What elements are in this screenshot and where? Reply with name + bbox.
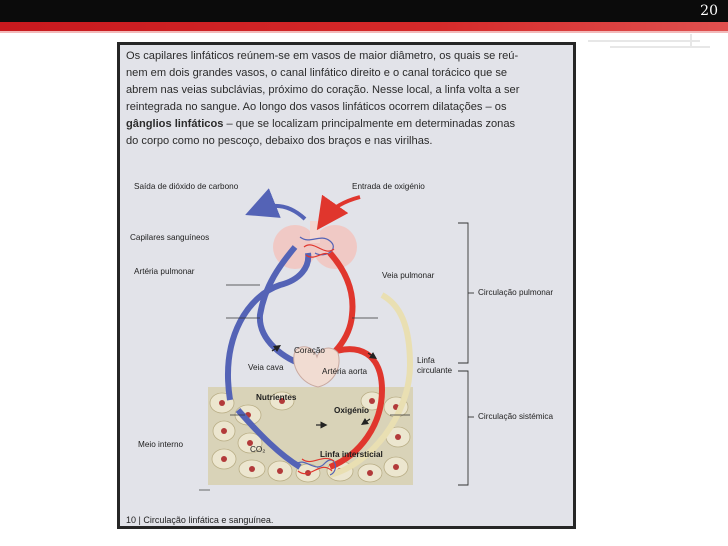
decorative-line [588, 40, 700, 42]
scan-paragraph [126, 48, 571, 150]
text-fragment: – que se localizam principalmente em determinadas zonas [223, 118, 516, 130]
text-line [126, 116, 571, 133]
label-pulmonary-vein: Veia pulmonar [382, 271, 435, 280]
label-vena-cava: Veia cava [248, 363, 284, 372]
label-oxygen: Oxigénio [334, 406, 370, 415]
decorative-line [690, 34, 692, 46]
text-line: do corpo como no pescoço, debaixo dos braços e nas virilhas. [126, 135, 433, 147]
label-heart: Coração [294, 346, 325, 355]
label-o2-in: Entrada de oxigénio [352, 182, 425, 191]
co2-exit-arrow [260, 206, 305, 219]
label-lymph-circulating: circulante [417, 366, 453, 375]
label-systemic-circulation: Circulação sistémica [478, 412, 554, 421]
label-pulmonary-artery: Artéria pulmonar [134, 267, 195, 276]
slide-red-band [0, 22, 728, 31]
label-pulmonary-circulation: Circulação pulmonar [478, 288, 554, 297]
label-aorta: Artéria aorta [322, 367, 368, 376]
decorative-line [610, 46, 710, 48]
label-nutrients: Nutrientes [256, 393, 297, 402]
circulation-brackets [458, 223, 474, 485]
text-line: nem em dois grandes vasos, o canal linfático direito e o canal torácico que se [126, 67, 508, 79]
text-line: Os capilares linfáticos reúnem-se em vasos de maior diâmetro, os quais se reú- [126, 50, 519, 62]
label-capillaries: Capilares sanguíneos [130, 233, 210, 242]
page-number: 20 [700, 3, 718, 19]
bold-term: gânglios linfáticos [126, 118, 224, 130]
label-lymph: Linfa [417, 356, 435, 365]
text-line: abrem nas veias subclávias, próximo do coração. Nesse local, a linfa volta a ser [126, 84, 520, 96]
venous-vessel [228, 253, 308, 400]
label-co2-out: Saída de dióxido de carbono [134, 182, 239, 191]
circulation-diagram [120, 175, 573, 515]
label-co2: CO₂ [250, 445, 266, 454]
text-line: reintegrada no sangue. Ao longo dos vasos linfáticos ocorrem dilatações – os [126, 101, 507, 113]
label-interstitial-lymph: Linfa intersticial [320, 450, 383, 459]
slide-red-line [0, 31, 728, 33]
o2-entry-arrow [326, 197, 360, 217]
textbook-scan [117, 42, 576, 529]
label-internal-medium: Meio interno [138, 440, 184, 449]
figure-caption: 10 | Circulação linfática e sanguínea. [126, 515, 274, 525]
slide-top-bar [0, 0, 728, 22]
